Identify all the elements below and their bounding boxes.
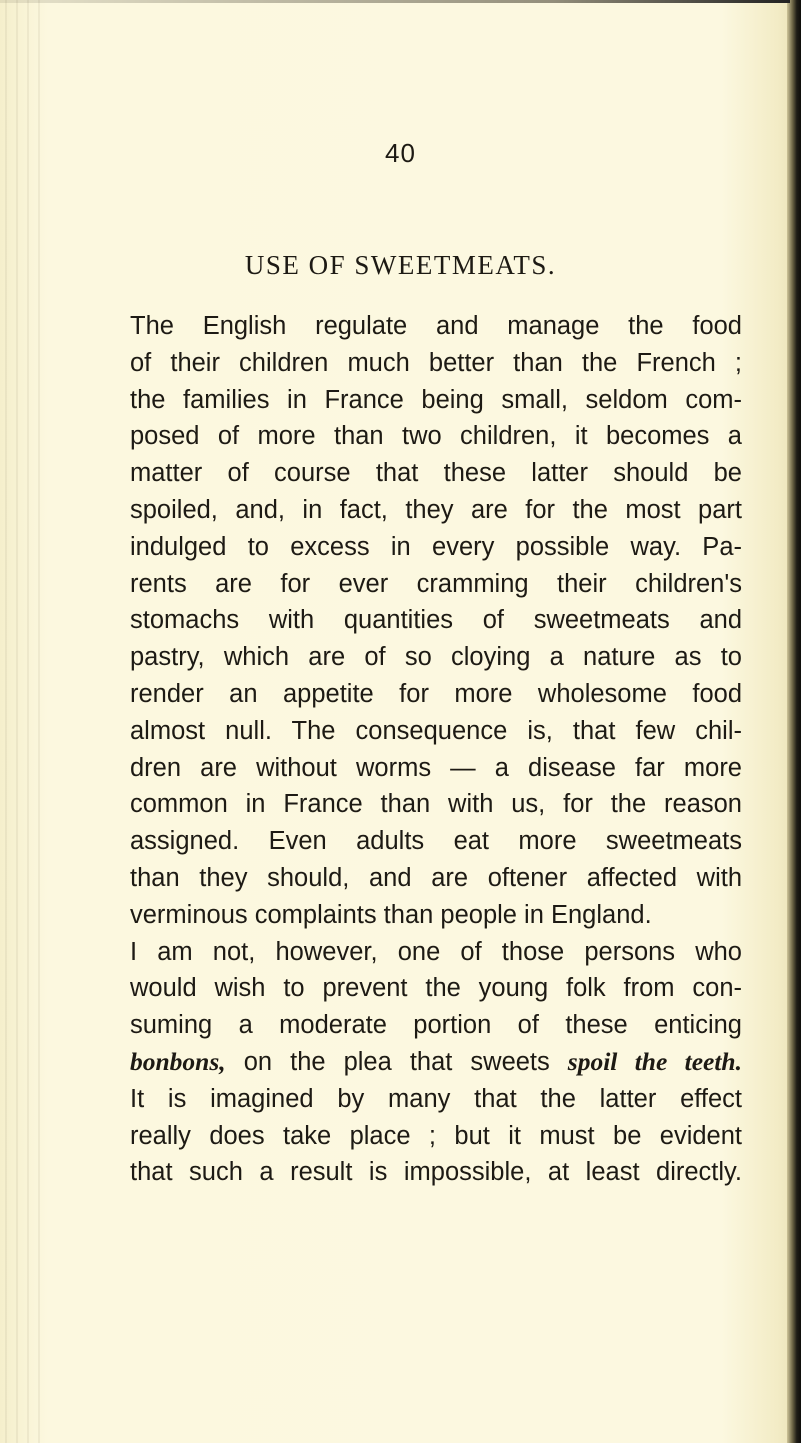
page-right-edge [787,0,801,1443]
text-line: almost null. The consequence is, that few chil- [130,716,742,745]
text-line: verminous complaints than people in England. [130,900,652,929]
text-line: assigned. Even adults eat more sweetmeats [130,827,742,856]
text-line: indulged to excess in every possible way. Pa- [130,532,742,561]
text-line: spoiled, and, in fact, they are for the most part [130,495,742,524]
text-line: the families in France being small, seldom com- [130,385,742,414]
text-line-with-italics [130,1044,742,1081]
text-line: stomachs with quantities of sweetmeats and [130,606,742,635]
page-top-edge [0,0,790,3]
text-line: matter of course that these latter should be [130,459,742,488]
text-line: of their children much better than the French ; [130,348,742,377]
text-line: render an appetite for more wholesome food [130,679,742,708]
body-text [130,308,742,1191]
text-span: on the plea that sweets [225,1047,568,1076]
page-number: 40 [385,138,416,168]
text-line: would wish to prevent the young folk from con- [130,974,742,1003]
text-line: The English regulate and manage the food [130,312,742,340]
chapter-heading: USE OF SWEETMEATS. [244,250,557,280]
text-line: pastry, which are of so cloying a nature as to [130,643,742,672]
text-line: really does take place ; but it must be evident [130,1121,742,1150]
text-line: dren are without worms — a disease far more [130,753,742,782]
text-line: posed of more than two children, it becomes a [130,422,742,451]
italic-spoil-the-teeth: spoil the teeth. [567,1046,742,1076]
text-line: It is imagined by many that the latter effect [130,1084,742,1113]
text-line: I am not, however, one of those persons who [130,937,742,966]
text-line: that such a result is impossible, at least directly. [130,1158,742,1187]
text-line: suming a moderate portion of these enticing [130,1011,742,1040]
text-line: rents are for ever cramming their children's [130,569,742,598]
text-line: than they should, and are oftener affected with [130,863,742,892]
page-left-edge [0,0,48,1443]
text-line: common in France than with us, for the reason [130,790,742,819]
italic-bonbons: bonbons, [130,1046,226,1076]
